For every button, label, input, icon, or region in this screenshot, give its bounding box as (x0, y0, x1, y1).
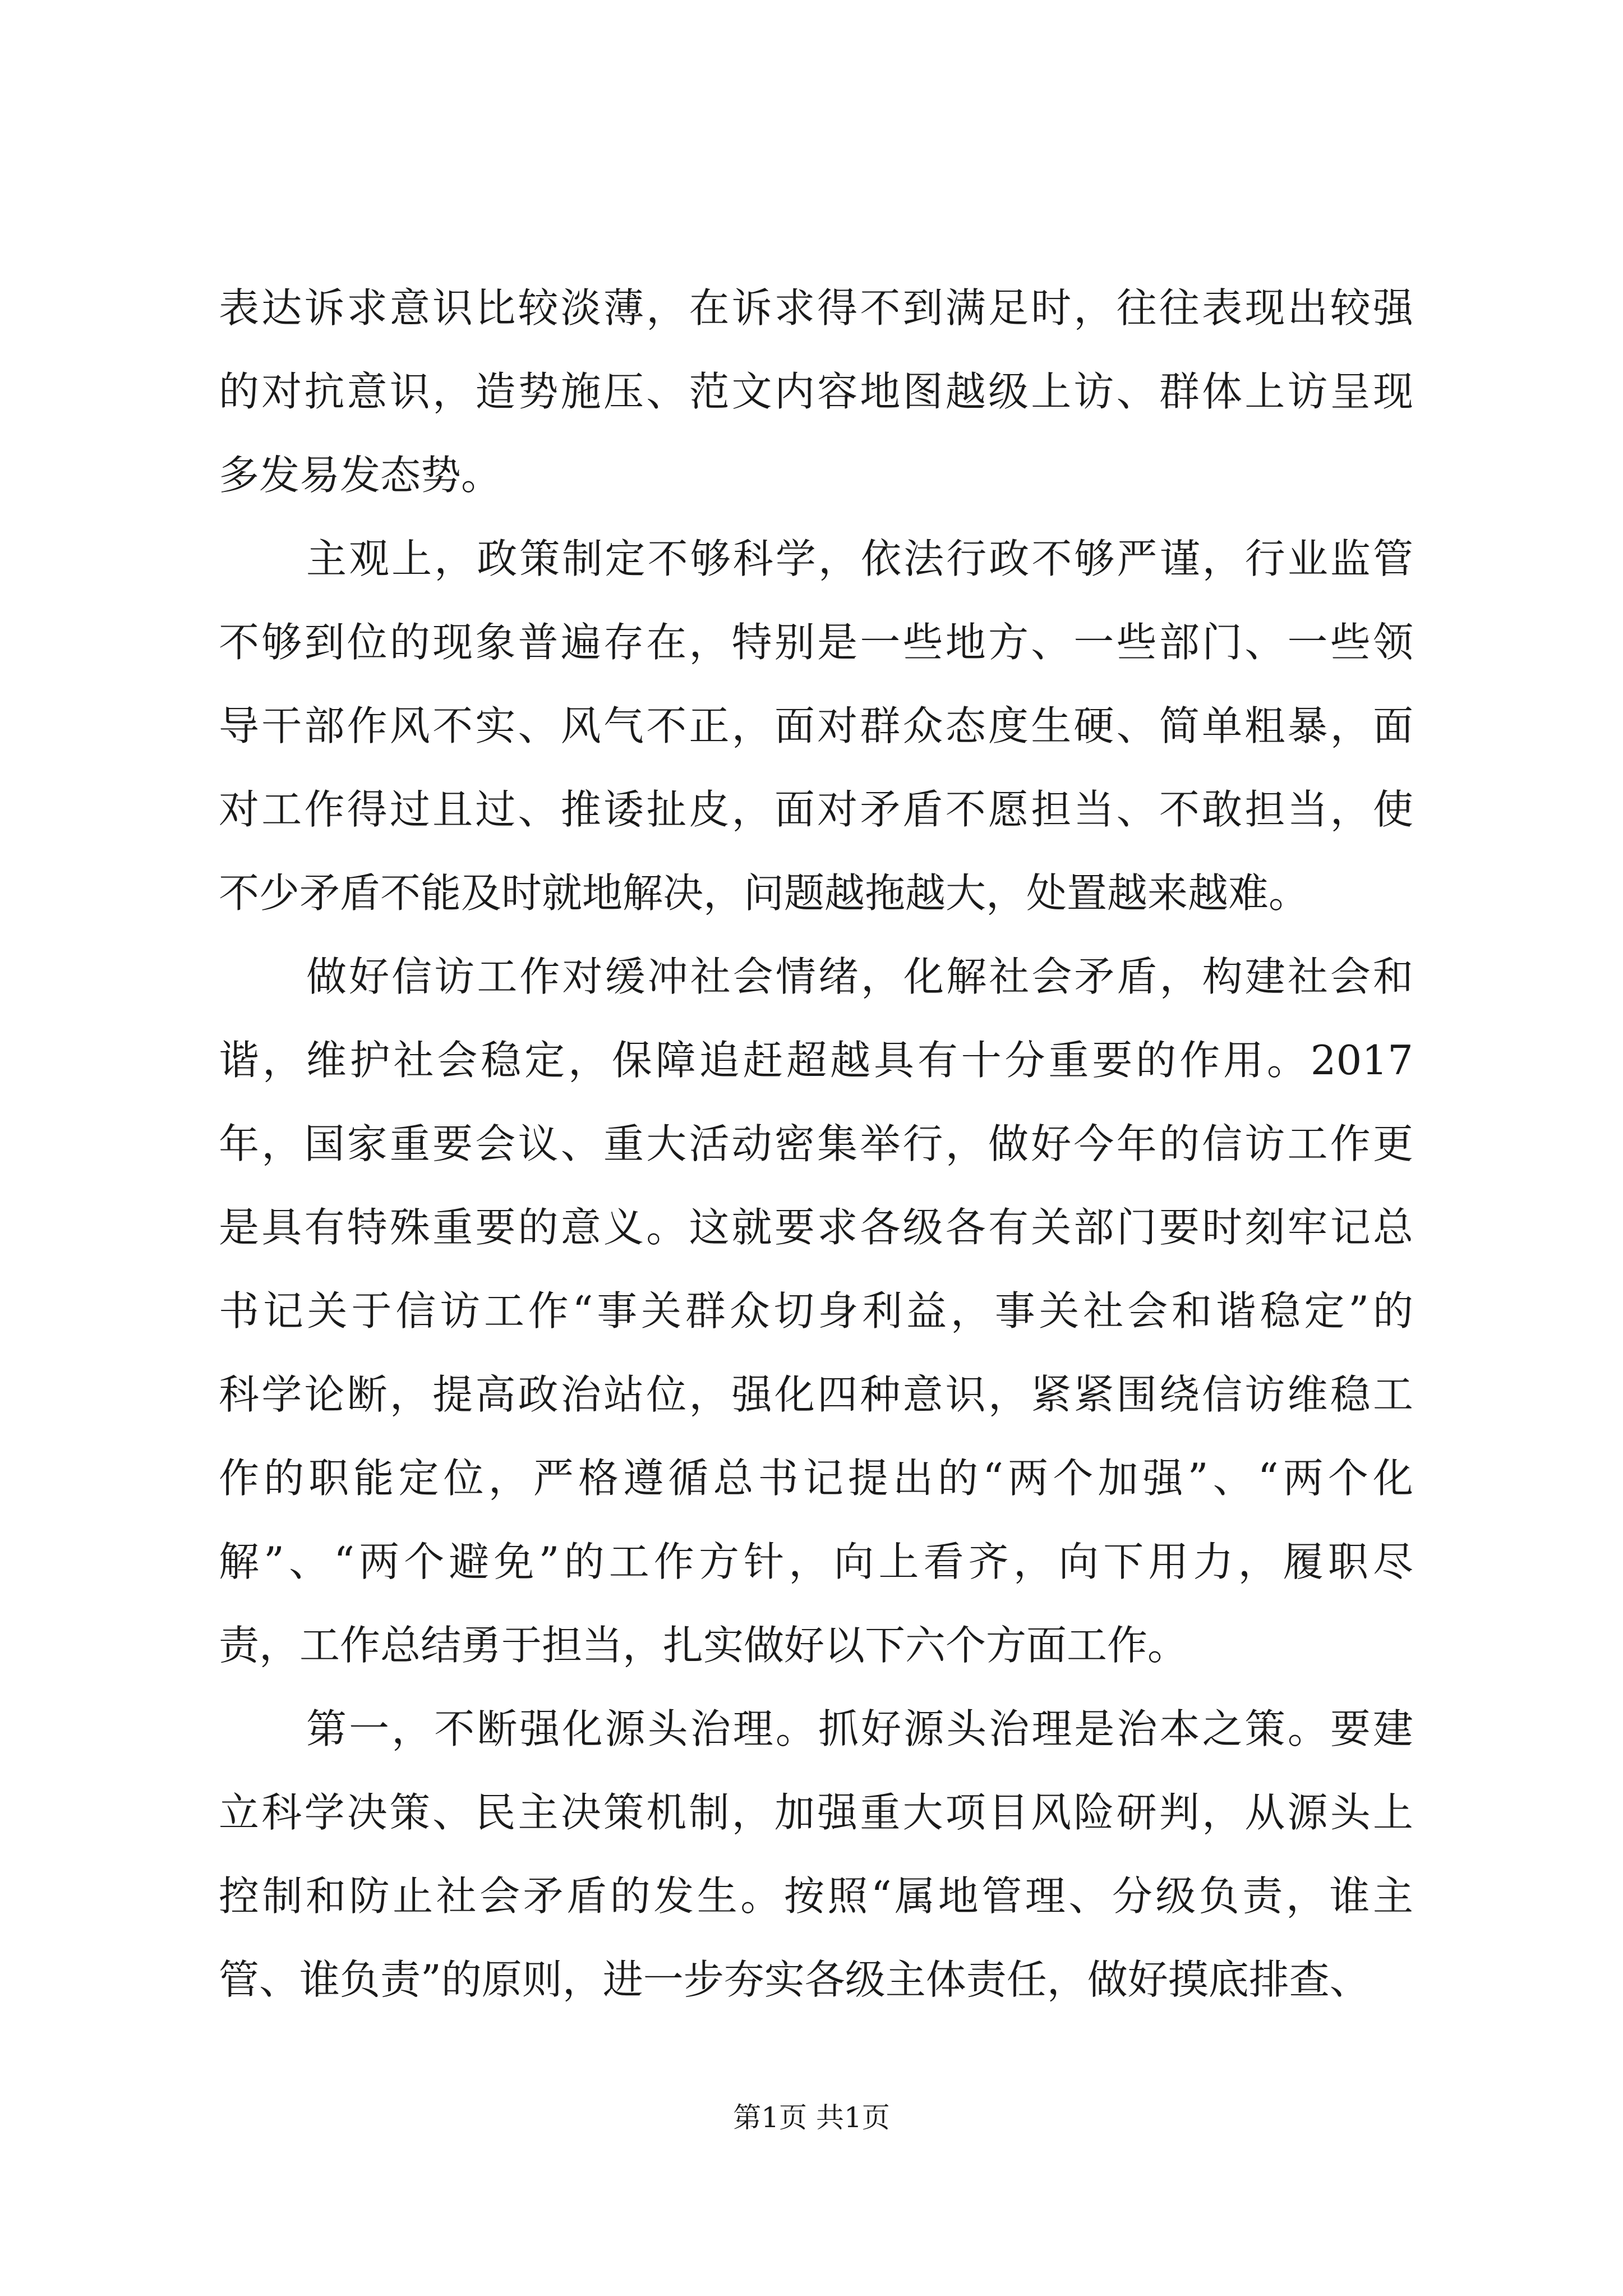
text-line: 管、谁负责”的原则，进一步夯实各级主体责任，做好摸底排查、 (219, 1956, 1370, 2003)
page-footer: 第1页 共1页 (733, 2101, 890, 2134)
paragraph (219, 1687, 1413, 2022)
text-line: 对工作得过且过、推诿扯皮，面对矛盾不愿担当、不敢担当，使 (219, 786, 1413, 833)
text-line: 主观上，政策制定不够科学，依法行政不够严谨，行业监管 (306, 535, 1413, 582)
text-line: 控制和防止社会矛盾的发生。按照“属地管理、分级负责，谁主 (219, 1872, 1413, 1920)
text-line: 立科学决策、民主决策机制，加强重大项目风险研判，从源头上 (219, 1789, 1413, 1836)
text-line: 年，国家重要会议、重大活动密集举行，做好今年的信访工作更 (219, 1120, 1413, 1167)
text-line: 表达诉求意识比较淡薄，在诉求得不到满足时，往往表现出较强 (219, 284, 1413, 332)
text-line: 做好信访工作对缓冲社会情绪，化解社会矛盾，构建社会和 (306, 953, 1413, 1000)
text-line: 多发易发态势。 (219, 452, 502, 499)
paragraph (219, 935, 1413, 1687)
text-line: 导干部作风不实、风气不正，面对群众态度生硬、简单粗暴，面 (219, 702, 1413, 749)
text-line: 解”、“两个避免”的工作方针，向上看齐，向下用力，履职尽 (219, 1538, 1413, 1585)
text-line: 不少矛盾不能及时就地解决，问题越拖越大，处置越来越难。 (219, 869, 1310, 917)
text-line: 作的职能定位，严格遵循总书记提出的“两个加强”、“两个化 (219, 1455, 1413, 1502)
text-line: 第一，不断强化源头治理。抓好源头治理是治本之策。要建 (306, 1705, 1413, 1752)
paragraph (219, 517, 1413, 935)
text-line: 不够到位的现象普遍存在，特别是一些地方、一些部门、一些领 (219, 619, 1413, 666)
document-body (219, 266, 1413, 2022)
text-line: 谐，维护社会稳定，保障追赶超越具有十分重要的作用。2017 (219, 1037, 1413, 1084)
text-line: 是具有特殊重要的意义。这就要求各级各有关部门要时刻牢记总 (219, 1204, 1413, 1251)
text-line: 的对抗意识，造势施压、范文内容地图越级上访、群体上访呈现 (219, 368, 1413, 415)
paragraph (219, 266, 1413, 517)
text-line: 书记关于信访工作“事关群众切身利益，事关社会和谐稳定”的 (219, 1287, 1413, 1335)
text-line: 科学论断，提高政治站位，强化四种意识，紧紧围绕信访维稳工 (219, 1371, 1413, 1418)
text-line: 责，工作总结勇于担当，扎实做好以下六个方面工作。 (219, 1622, 1188, 1669)
